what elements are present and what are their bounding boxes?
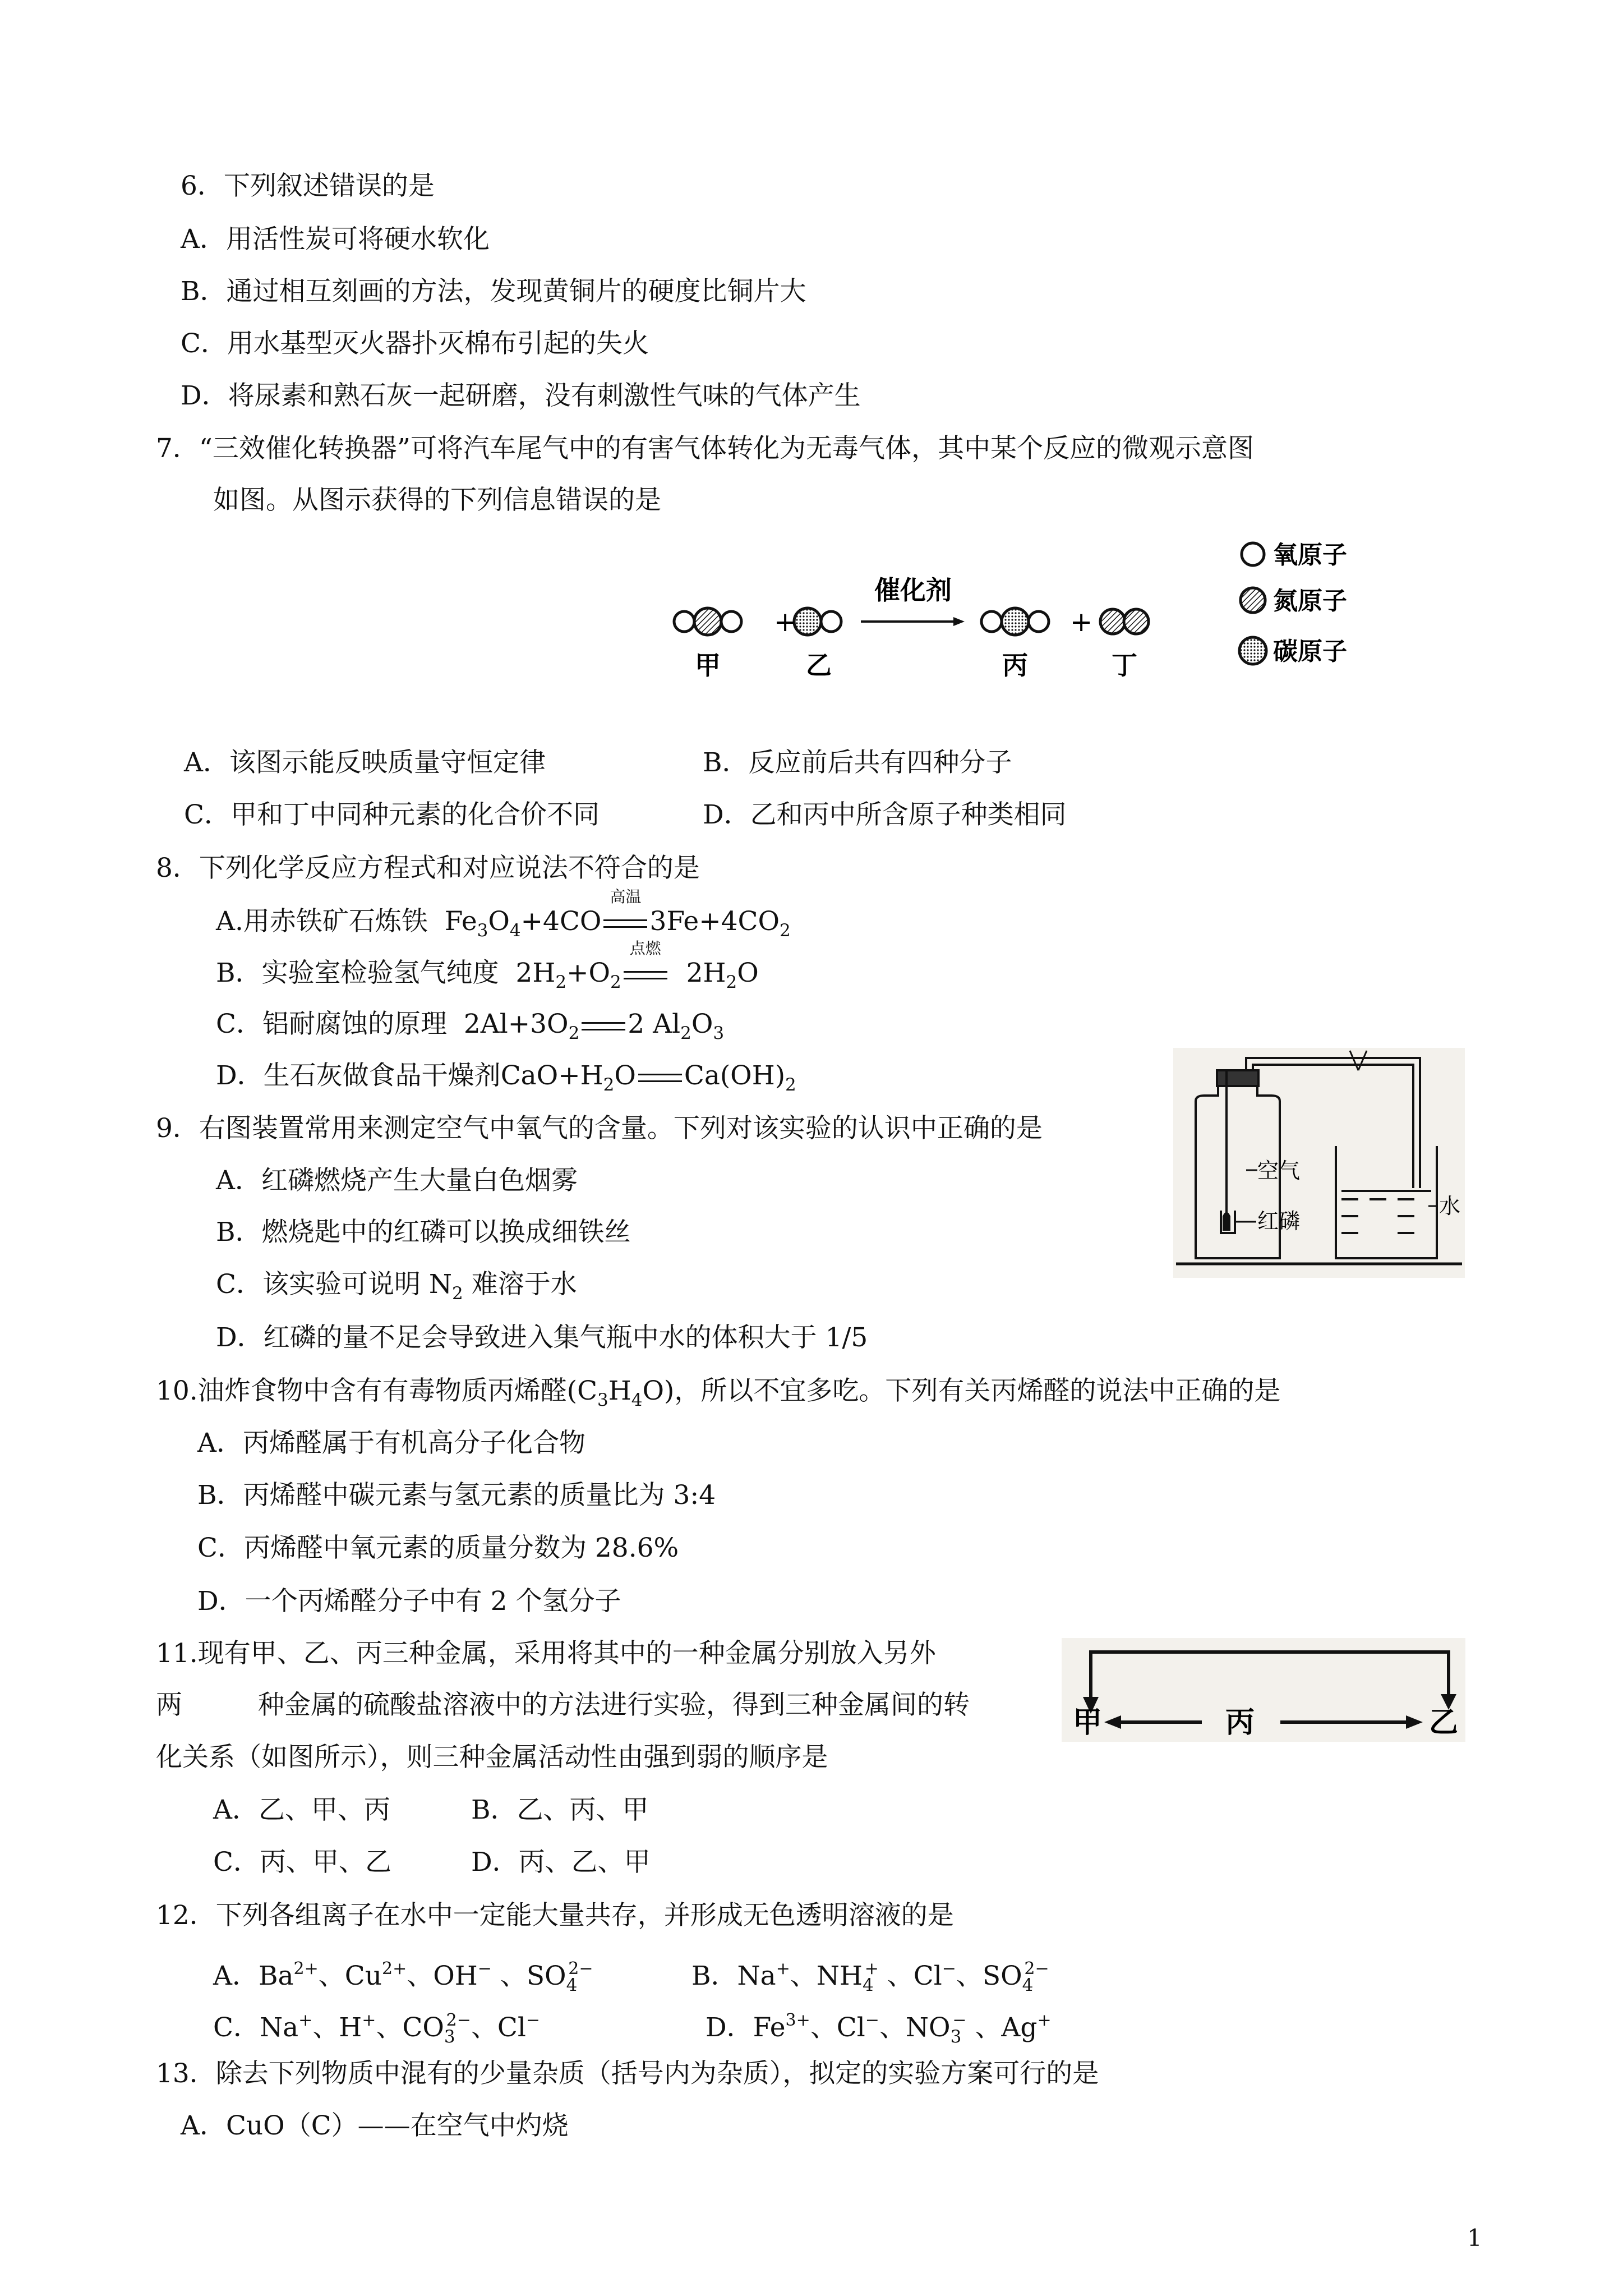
q11-option-d: D．丙、乙、甲 [471,1847,651,1878]
q7-option-c: C．甲和丁中同种元素的化合价不同 [184,799,600,830]
bottle-stopper [1217,1070,1258,1086]
legend-carbon-icon [1239,637,1266,664]
label-metal-bing: 丙 [1225,1706,1255,1740]
plus-sign-2: + [1070,606,1093,638]
q7-stem-line2: 如图。从图示获得的下列信息错误的是 [213,485,661,516]
q12-stem: 12．下列各组离子在水中一定能大量共存，并形成无色透明溶液的是 [156,1900,954,1931]
molecule-yi [794,608,841,635]
q6-option-b: B．通过相互刻画的方法，发现黄铜片的硬度比铜片大 [181,276,806,307]
label-red-phosphorus: 红磷 [1257,1209,1301,1234]
q12-option-c: C．Na+、H+、$CO_3^{2-}$、Cl− [213,2010,540,2047]
q7-reaction-diagram [667,527,1374,690]
catalyst-label: 催化剂 [874,575,952,605]
label-bing: 丙 [1002,650,1028,680]
q7-option-a: A．该图示能反映质量守恒定律 [184,747,546,778]
label-water: 水 [1439,1194,1461,1218]
legend-carbon: 碳原子 [1273,637,1347,666]
molecule-bing [981,608,1049,635]
q12-option-b: B．Na+、$NH_4^+$ 、Cl−、$SO_4^{2-}$ [691,1959,1049,1995]
q8-option-b: B．实验室检验氢气纯度 $2H_2+O_2$ 点燃 $2H_2O$ [216,939,759,992]
legend-oxygen: 氧原子 [1273,541,1347,569]
q13-stem: 13．除去下列物质中混有的少量杂质（括号内为杂质），拟定的实验方案可行的是 [156,2058,1099,2089]
legend-nitrogen: 氮原子 [1273,587,1347,615]
q8-option-d: D．生石灰做食品干燥剂$CaO+H_2O$ $Ca(OH)_2$ [216,1060,796,1095]
q11-option-b: B．乙、丙、甲 [471,1795,649,1825]
label-metal-jia: 甲 [1073,1706,1103,1740]
q11-line2: 种金属的硫酸盐溶液中的方法进行实验，得到三种金属间的转 [258,1690,970,1720]
q10-option-a: A．丙烯醛属于有机高分子化合物 [197,1428,585,1458]
q6-option-c: C．用水基型灭火器扑灭棉布引起的失火 [181,328,649,359]
q7-stem-line1: 7．“三效催化转换器”可将汽车尾气中的有害气体转化为无毒气体，其中某个反应的微观示意图 [156,433,1254,464]
q11-option-a: A．乙、甲、丙 [213,1795,390,1825]
q11-option-c: C．丙、甲、乙 [213,1847,391,1878]
q8-stem: 8．下列化学反应方程式和对应说法不符合的是 [156,853,700,884]
q11-metal-diagram [1062,1638,1465,1742]
q8-option-a: A.用赤铁矿石炼铁 $Fe_3O_4+4CO$ 高温 $3Fe+4CO_2$ [216,887,791,941]
q12-option-a: A．$Ba^{2+}$、$Cu^{2+}$、OH− 、$SO_4^{2-}$ [213,1959,593,1995]
label-metal-yi: 乙 [1429,1706,1459,1740]
q9-option-a: A．红磷燃烧产生大量白色烟雾 [216,1165,578,1196]
q10-option-b: B．丙烯醛中碳元素与氢元素的质量比为 3:4 [197,1480,716,1511]
label-air: 空气 [1257,1158,1301,1183]
clamp-icon [1350,1051,1367,1070]
label-jia: 甲 [695,650,721,680]
q11-line3: 化关系（如图所示），则三种金属活动性由强到弱的顺序是 [156,1742,828,1773]
q10-option-c: C．丙烯醛中氧元素的质量分数为 28.6% [197,1533,679,1563]
q13-option-a: A．CuO（C）——在空气中灼烧 [181,2110,569,2141]
q9-option-b: B．燃烧匙中的红磷可以换成细铁丝 [216,1217,631,1248]
page-number: 1 [1467,2224,1482,2252]
molecule-ding [1100,609,1149,634]
q11-line2-start: 两 [156,1690,182,1720]
q10-stem: 10.油炸食物中含有有毒物质丙烯醛$(C_3H_4O)$，所以不宜多吃。下列有关丙烯醛的说法中正确的是 [156,1375,1281,1410]
q10-option-d: D．一个丙烯醛分子中有 2 个氢分子 [197,1586,621,1617]
legend-oxygen-icon [1242,543,1264,565]
red-phosphorus-icon [1223,1212,1230,1231]
q9-option-d: D．红磷的量不足会导致进入集气瓶中水的体积大于 1/5 [216,1322,868,1353]
q12-option-d: D．$Fe^{3+}$、Cl−、$NO_3^-$ 、Ag+ [706,2010,1052,2047]
label-yi: 乙 [806,650,832,680]
legend-nitrogen-icon [1241,588,1265,613]
molecule-jia [674,608,741,635]
q9-apparatus-figure [1173,1048,1465,1278]
q7-option-d: D．乙和丙中所含原子种类相同 [703,799,1067,830]
q11-line1: 11.现有甲、乙、丙三种金属，采用将其中的一种金属分别放入另外 [156,1638,936,1669]
beaker [1336,1146,1437,1258]
q9-option-c: C．该实验可说明 $N_2$ 难溶于水 [216,1269,577,1304]
q6-option-d: D．将尿素和熟石灰一起研磨，没有刺激性气味的气体产生 [181,380,861,411]
q8-option-c: C．铝耐腐蚀的原理 $2Al+3O_2$ 2 $Al_2O_3$ [216,1009,725,1043]
q9-stem: 9．右图装置常用来测定空气中氧气的含量。下列对该实验的认识中正确的是 [156,1113,1043,1144]
q7-option-b: B．反应前后共有四种分子 [703,747,1012,778]
plus-sign-1: + [774,606,797,638]
q6-stem: 6．下列叙述错误的是 [181,171,435,201]
q6-option-a: A．用活性炭可将硬水软化 [181,224,490,255]
label-ding: 丁 [1112,650,1137,680]
